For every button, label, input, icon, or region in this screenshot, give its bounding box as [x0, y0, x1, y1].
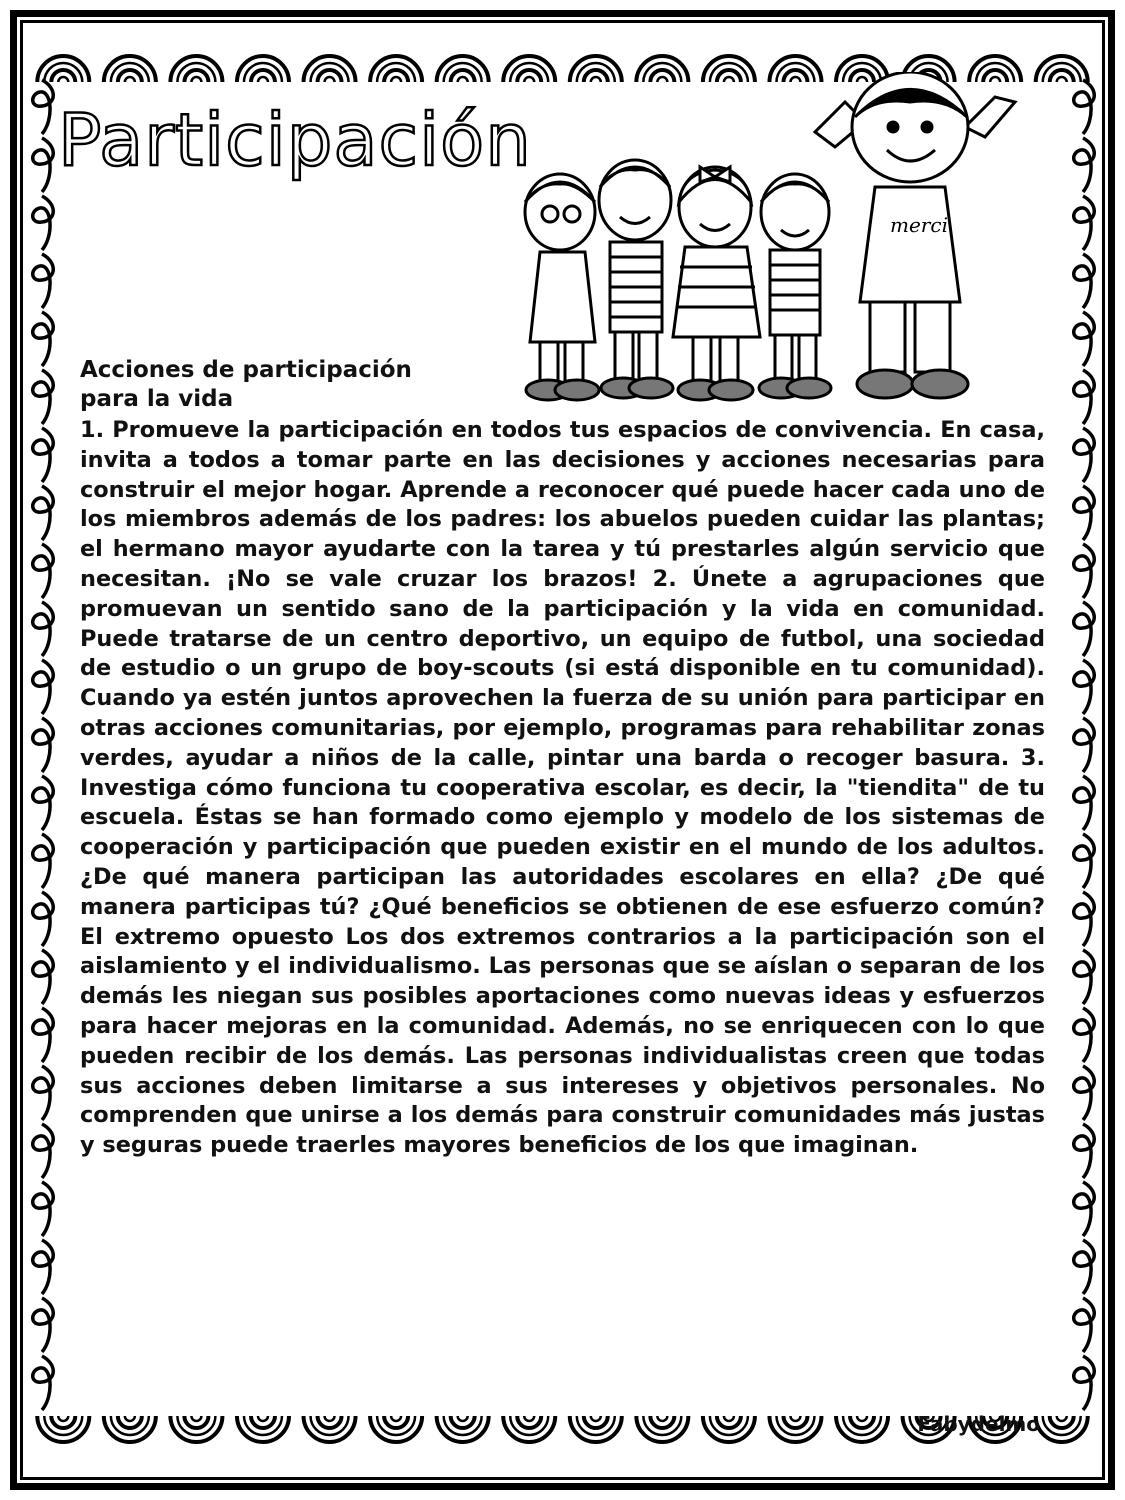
border-arch	[125, 1416, 135, 1421]
border-swirl	[1074, 1356, 1095, 1410]
border-swirl	[1074, 1124, 1095, 1178]
border-swirl	[1074, 486, 1095, 540]
border-arch	[191, 77, 201, 82]
border-swirl	[33, 602, 54, 656]
border-arch	[125, 77, 135, 82]
border-swirl	[1074, 254, 1095, 308]
border-swirl	[33, 892, 54, 946]
border-swirl	[33, 544, 54, 598]
border-swirl	[33, 950, 54, 1004]
subheading-line-2: para la vida	[80, 386, 234, 412]
border-swirl	[33, 486, 54, 540]
border-arch	[258, 1416, 268, 1421]
border-swirl	[33, 660, 54, 714]
border-arch	[591, 1416, 601, 1421]
border-swirl	[33, 1066, 54, 1120]
left-swirl-border	[22, 70, 62, 1420]
border-arch	[724, 1416, 734, 1421]
border-swirl	[1074, 660, 1095, 714]
border-swirl	[33, 1298, 54, 1352]
border-arch	[458, 77, 468, 82]
border-swirl	[1074, 428, 1095, 482]
border-swirl	[33, 370, 54, 424]
border-swirl	[1074, 1066, 1095, 1120]
border-swirl	[1074, 950, 1095, 1004]
border-arch	[258, 77, 268, 82]
subheading-line-1: Acciones de participación	[80, 357, 412, 383]
children-illustration	[515, 72, 1045, 432]
right-swirl-border	[1063, 70, 1103, 1420]
border-arch	[458, 1416, 468, 1421]
border-swirl	[1074, 80, 1095, 134]
border-swirl	[1074, 1298, 1095, 1352]
border-swirl	[1074, 834, 1095, 888]
border-arch	[191, 1416, 201, 1421]
border-swirl	[33, 1356, 54, 1410]
border-swirl	[33, 428, 54, 482]
border-swirl	[33, 80, 54, 134]
border-swirl	[33, 834, 54, 888]
border-swirl	[1074, 1008, 1095, 1062]
border-swirl	[1074, 602, 1095, 656]
border-swirl	[33, 1182, 54, 1236]
border-swirl	[33, 1124, 54, 1178]
border-swirl	[33, 312, 54, 366]
border-swirl	[33, 776, 54, 830]
body-paragraph: 1. Promueve la participación en todos tus espacios de convivencia. En casa, invita a todos a tomar parte en las decisiones y acciones necesarias para construir el mejor hogar. Aprende a reconocer qué puede hacer cada uno de los miembros además de los padres: los abuelos pueden cuidar las plantas; el hermano mayor ayudarte con la tarea y tú prestarles algún servicio que necesitan. ¡No se vale cruzar los brazos! 2. Únete a agrupaciones que promuevan un sentido sano de la participación y la vida en comunidad. Puede tratarse de un centro deportivo, un equipo de futbol, una sociedad de estudio o un grupo de boy-scouts (si está disponible en tu comunidad). Cuando ya estén juntos aprovechen la fuerza de su unión para participar en otras acciones comunitarias, por ejemplo, programas para rehabilitar zonas verdes, ayudar a niños de la calle, pintar una barda o recoger basura. 3. Investiga cómo funciona tu cooperativa escolar, es decir, la "tiendita" de tu escuela. Éstas se han formado como ejemplo y modelo de los sistemas de cooperación y participación que pueden existir en el mundo de los adultos. ¿De qué manera participan las autoridades escolares en ella? ¿De qué manera participas tú? ¿Qué beneficios se obtienen de ese esfuerzo común? El extremo opuesto Los dos extremos contrarios a la participación son el aislamiento y el individualismo. Las personas que se aíslan o separan de los demás les niegan sus posibles aportaciones como nuevas ideas y esfuerzos para hacer mejoras en la comunidad. Además, no se enriquecen con lo que pueden recibir de los demás. Las personas individualistas creen que todas sus acciones deben limitarse a sus intereses y objetivos personales. No comprenden que unirse a los demás para construir comunidades más justas y seguras puede traerles mayores beneficios de los que imaginan.	[80, 417, 1045, 1159]
border-swirl	[1074, 776, 1095, 830]
shirt-text: merci	[890, 213, 948, 237]
border-arch	[391, 1416, 401, 1421]
border-swirl	[33, 1240, 54, 1294]
border-swirl	[1074, 370, 1095, 424]
border-arch	[325, 77, 335, 82]
border-swirl	[33, 138, 54, 192]
border-swirl	[1074, 138, 1095, 192]
section-subheading	[80, 356, 520, 414]
border-swirl	[33, 196, 54, 250]
border-swirl	[1074, 544, 1095, 598]
border-swirl	[33, 254, 54, 308]
author-signature: Fabydelmo	[917, 1412, 1040, 1436]
border-swirl	[1074, 1182, 1095, 1236]
border-swirl	[1074, 892, 1095, 946]
border-arch	[657, 1416, 667, 1421]
border-swirl	[1074, 312, 1095, 366]
border-arch	[391, 77, 401, 82]
border-swirl	[1074, 718, 1095, 772]
border-swirl	[1074, 1240, 1095, 1294]
border-swirl	[1074, 196, 1095, 250]
border-swirl	[33, 1008, 54, 1062]
border-arch	[857, 1416, 867, 1421]
border-arch	[325, 1416, 335, 1421]
border-arch	[790, 1416, 800, 1421]
page-title: Participación	[58, 98, 532, 182]
border-swirl	[33, 718, 54, 772]
border-arch	[524, 1416, 534, 1421]
